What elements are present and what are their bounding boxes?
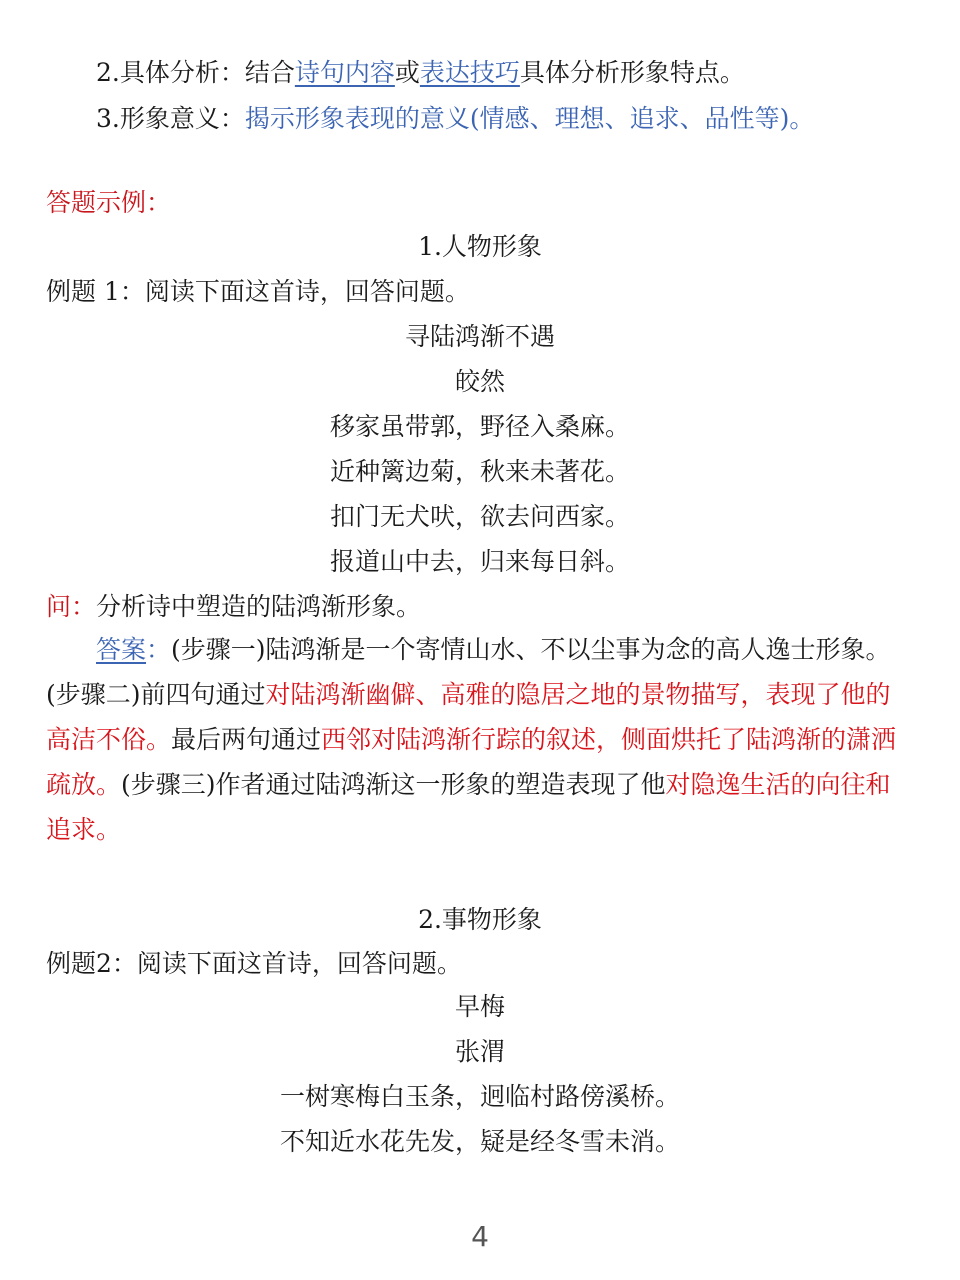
poem-1-title: 寻陆鸿渐不遇 — [404, 322, 555, 351]
section-1-title: 1.人物形象 — [418, 232, 542, 261]
criteria-item-2: 2.具体分析：结合诗句内容或表达技巧具体分析形象特点。 — [96, 58, 745, 87]
poem-1-line: 报道山中去，归来每日斜。 — [329, 547, 630, 576]
poem-2-line: 一树寒梅白玉条，迥临村路傍溪桥。 — [279, 1082, 680, 1111]
answer-line-4: 疏放。(步骤三)作者通过陆鸿渐这一形象的塑造表现了他对隐逸生活的向往和 — [46, 770, 891, 799]
poem-1-line: 扣门无犬吠，欲去问西家。 — [329, 502, 630, 531]
page-number: 4 — [471, 1220, 489, 1253]
poem-1-line: 近种篱边菊，秋来未著花。 — [329, 457, 630, 486]
answer-label[interactable]: 答案 — [96, 635, 147, 664]
criteria-item-3: 3.形象意义：揭示形象表现的意义(情感、理想、追求、品性等)。 — [96, 104, 815, 133]
poem-1-line: 移家虽带郭，野径入桑麻。 — [329, 412, 630, 441]
expression-technique-link[interactable]: 表达技巧 — [419, 58, 520, 87]
poem-content-link[interactable]: 诗句内容 — [294, 58, 395, 87]
example-1-intro: 例题 1：阅读下面这首诗，回答问题。 — [46, 277, 470, 306]
section-2-title: 2.事物形象 — [418, 905, 542, 934]
poem-2-author: 张渭 — [454, 1037, 505, 1066]
poem-2-title: 早梅 — [454, 992, 505, 1021]
answer-line-3: 高洁不俗。最后两句通过西邻对陆鸿渐行踪的叙述，侧面烘托了陆鸿渐的潇洒 — [46, 725, 897, 754]
question-1: 问：分析诗中塑造的陆鸿渐形象。 — [46, 592, 422, 621]
poem-2-line: 不知近水花先发，疑是经冬雪未消。 — [279, 1127, 680, 1156]
answer-line-1: 答案：(步骤一)陆鸿渐是一个寄情山水、不以尘事为念的高人逸士形象。 — [96, 635, 891, 664]
examples-heading: 答题示例： — [46, 188, 172, 217]
poem-1-author: 皎然 — [454, 367, 505, 396]
example-2-intro: 例题2：阅读下面这首诗，回答问题。 — [46, 949, 462, 978]
answer-line-5: 追求。 — [46, 815, 122, 844]
image-meaning-text: 揭示形象表现的意义(情感、理想、追求、品性等)。 — [244, 104, 815, 133]
question-label: 问： — [46, 592, 97, 621]
answer-line-2: (步骤二)前四句通过对陆鸿渐幽僻、高雅的隐居之地的景物描写，表现了他的 — [46, 680, 891, 709]
